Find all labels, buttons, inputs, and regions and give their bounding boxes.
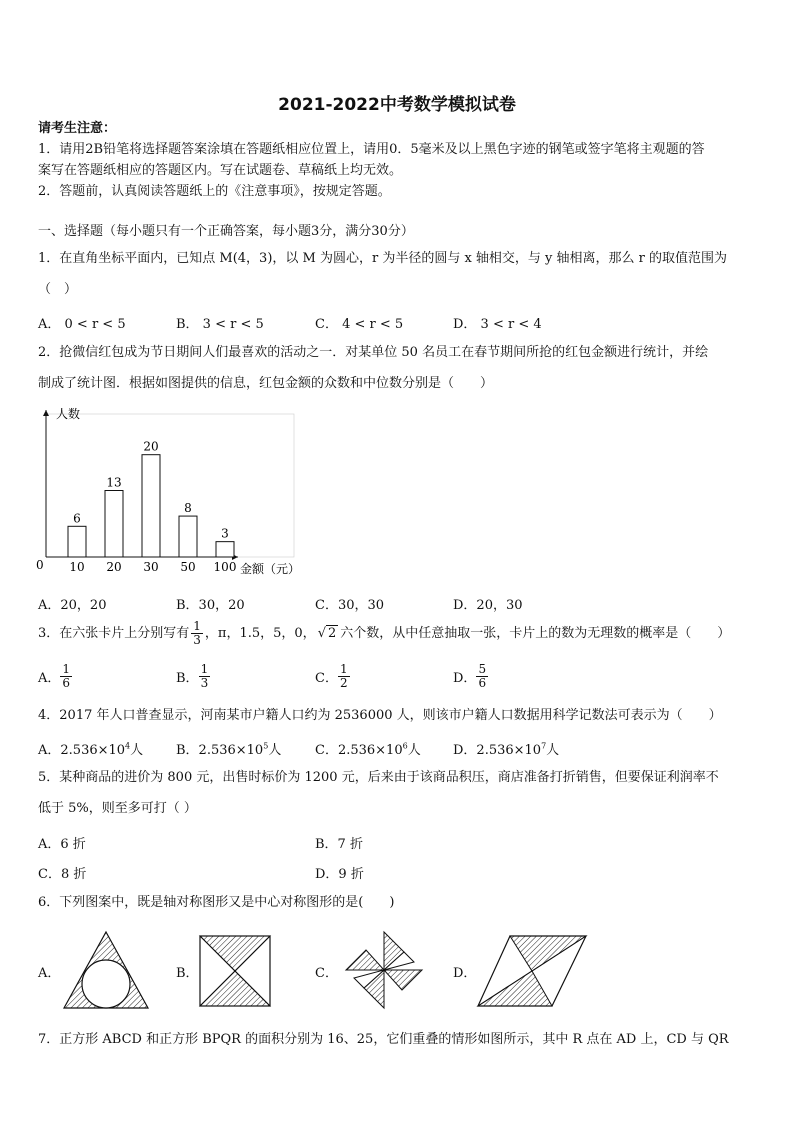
bar — [105, 491, 123, 558]
q3-sqrt — [318, 626, 339, 642]
notice-item-1-line1: 1．请用2B铅笔将选择题答案涂填在答题纸相应位置上，请用0．5毫米及以上黑色字迹的钢笔或签字笔将主观题的答 — [38, 142, 705, 157]
q3-option-d-fraction — [476, 663, 488, 690]
parallelogram-figure — [476, 934, 588, 1008]
bar-value-label: 3 — [221, 526, 229, 541]
q3-fraction-denominator: 3 — [193, 633, 201, 647]
q4-a-exponent: 4 — [125, 741, 131, 751]
q2-stem-line2: 制成了统计图．根据如图提供的信息，红包金额的众数和中位数分别是（ ） — [38, 376, 494, 391]
sqrt-radicand: 2 — [327, 625, 337, 641]
bar — [68, 526, 86, 557]
q4-c-base: C．2.536×10 — [315, 743, 403, 758]
notice-item-2: 2．答题前，认真阅读答题纸上的《注意事项》，按规定答题。 — [38, 184, 391, 199]
q1-option-a: A． 0 < r < 5 — [38, 317, 126, 332]
numerator: 5 — [478, 662, 487, 676]
q2-option-d: D．20，30 — [453, 598, 523, 613]
q3-option-b-label: B． — [176, 671, 199, 686]
q4-b-unit: 人 — [268, 743, 282, 758]
q4-stem: 4．2017 年人口普查显示，河南某市户籍人口约为 2536000 人，则该市户籍人口数据用科学记数法可表示为（ ） — [38, 708, 722, 723]
bar-value-label: 13 — [106, 475, 122, 490]
q1-stem-line2: （ ） — [38, 282, 78, 297]
bar-value-label: 6 — [73, 511, 81, 526]
q4-a-unit: 人 — [130, 743, 144, 758]
q3-option-a-fraction — [60, 663, 72, 690]
x-axis-label: 金额（元） — [240, 562, 301, 576]
y-axis-arrow — [43, 410, 49, 416]
q6-option-a-label: A． — [38, 966, 61, 981]
q3-suffix: 六个数，从中任意抽取一张，卡片上的数为无理数的概率是（ ） — [340, 625, 731, 641]
x-tick-label: 10 — [69, 560, 85, 574]
section-heading: 一、选择题（每小题只有一个正确答案，每小题3分，满分30分） — [38, 224, 414, 239]
denominator: 6 — [478, 676, 487, 690]
q6-option-d-label: D． — [453, 966, 477, 981]
q3-option-b-fraction — [199, 663, 211, 690]
triangle-circle-figure — [60, 928, 152, 1012]
denominator: 2 — [339, 676, 348, 690]
q4-option-b — [176, 739, 281, 758]
sqrt-symbol: √ — [317, 625, 326, 641]
q3-middle: ，π，1.5，5，0， — [204, 625, 316, 641]
q1-option-d: D． 3 < r < 4 — [453, 317, 542, 332]
q6-stem: 6．下列图案中，既是轴对称图形又是中心对称图形的是( ) — [38, 895, 395, 910]
q2-option-b: B．30，20 — [176, 598, 245, 613]
numerator: 1 — [200, 662, 209, 676]
q4-d-unit: 人 — [546, 743, 560, 758]
square-hatched-figure — [198, 934, 272, 1008]
q3-option-a-label: A． — [38, 671, 61, 686]
bar — [216, 542, 234, 557]
x-tick-label: 50 — [180, 560, 196, 574]
notice-heading: 请考生注意： — [38, 121, 117, 136]
q5-option-b: B．7 折 — [315, 837, 363, 852]
bar — [179, 516, 197, 557]
q2-option-a: A．20，20 — [38, 598, 107, 613]
numerator: 1 — [339, 662, 348, 676]
q3-option-c-fraction — [338, 663, 350, 690]
bar-chart — [30, 402, 320, 582]
q6-option-c-label: C． — [315, 966, 338, 981]
denominator: 3 — [200, 676, 209, 690]
q3-option-c-label: C． — [315, 671, 338, 686]
q3-option-c — [315, 663, 350, 690]
q3-stem — [38, 620, 730, 647]
q4-a-base: A．2.536×10 — [38, 743, 126, 758]
bar-value-label: 8 — [184, 501, 192, 516]
q5-option-c: C．8 折 — [38, 867, 87, 882]
q3-fraction — [191, 620, 203, 647]
q4-d-base: D．2.536×10 — [453, 743, 542, 758]
pinwheel-figure — [336, 924, 432, 1016]
q4-option-d — [453, 739, 559, 758]
x-tick-label: 30 — [143, 560, 159, 574]
q3-option-d — [453, 663, 488, 690]
q3-option-b — [176, 663, 210, 690]
q5-option-a: A．6 折 — [38, 837, 86, 852]
q5-stem-line1: 5．某种商品的进价为 800 元，出售时标价为 1200 元，后来由于该商品积压，商店准备打折销售，但要保证利润率不 — [38, 770, 719, 785]
q2-stem-line1: 2．抢微信红包成为节日期间人们最喜欢的活动之一．对某单位 50 名员工在春节期间所抢的红包金额进行统计，并绘 — [38, 345, 709, 360]
origin-label: 0 — [36, 558, 44, 572]
q2-option-c: C．30，30 — [315, 598, 385, 613]
page-title: 2021-2022中考数学模拟试卷 — [278, 95, 516, 115]
q1-option-b: B． 3 < r < 5 — [176, 317, 264, 332]
q4-c-exponent: 6 — [402, 741, 408, 751]
q5-option-d: D．9 折 — [315, 867, 364, 882]
q1-option-c: C． 4 < r < 5 — [315, 317, 404, 332]
q3-fraction-numerator: 1 — [193, 619, 201, 633]
q7-stem: 7．正方形 ABCD 和正方形 BPQR 的面积分别为 16、25，它们重叠的情形如图所示，其中 R 点在 AD 上，CD 与 QR — [38, 1032, 729, 1047]
q4-b-base: B．2.536×10 — [176, 743, 264, 758]
x-tick-label: 20 — [106, 560, 122, 574]
q3-option-a — [38, 663, 72, 690]
denominator: 6 — [62, 676, 71, 690]
q3-prefix: 3．在六张卡片上分别写有 — [38, 625, 190, 641]
q6-option-b-label: B． — [176, 966, 199, 981]
q4-d-exponent: 7 — [541, 741, 547, 751]
q4-option-a — [38, 739, 143, 758]
bar — [142, 455, 160, 557]
q1-stem-line1: 1．在直角坐标平面内，已知点 M(4，3)，以 M 为圆心，r 为半径的圆与 x 轴相交，与 y 轴相离，那么 r 的取值范围为 — [38, 251, 728, 266]
q3-option-d-label: D． — [453, 671, 477, 686]
q4-option-c — [315, 739, 421, 758]
x-tick-label: 100 — [213, 560, 237, 574]
q4-c-unit: 人 — [407, 743, 421, 758]
bar-value-label: 20 — [143, 439, 159, 454]
numerator: 1 — [62, 662, 71, 676]
y-axis-label: 人数 — [56, 407, 81, 421]
notice-item-1-line2: 案写在答题纸相应的答题区内。写在试题卷、草稿纸上均无效。 — [38, 163, 403, 178]
q4-b-exponent: 5 — [263, 741, 269, 751]
q5-stem-line2: 低于 5%，则至多可打（ ） — [38, 801, 197, 816]
